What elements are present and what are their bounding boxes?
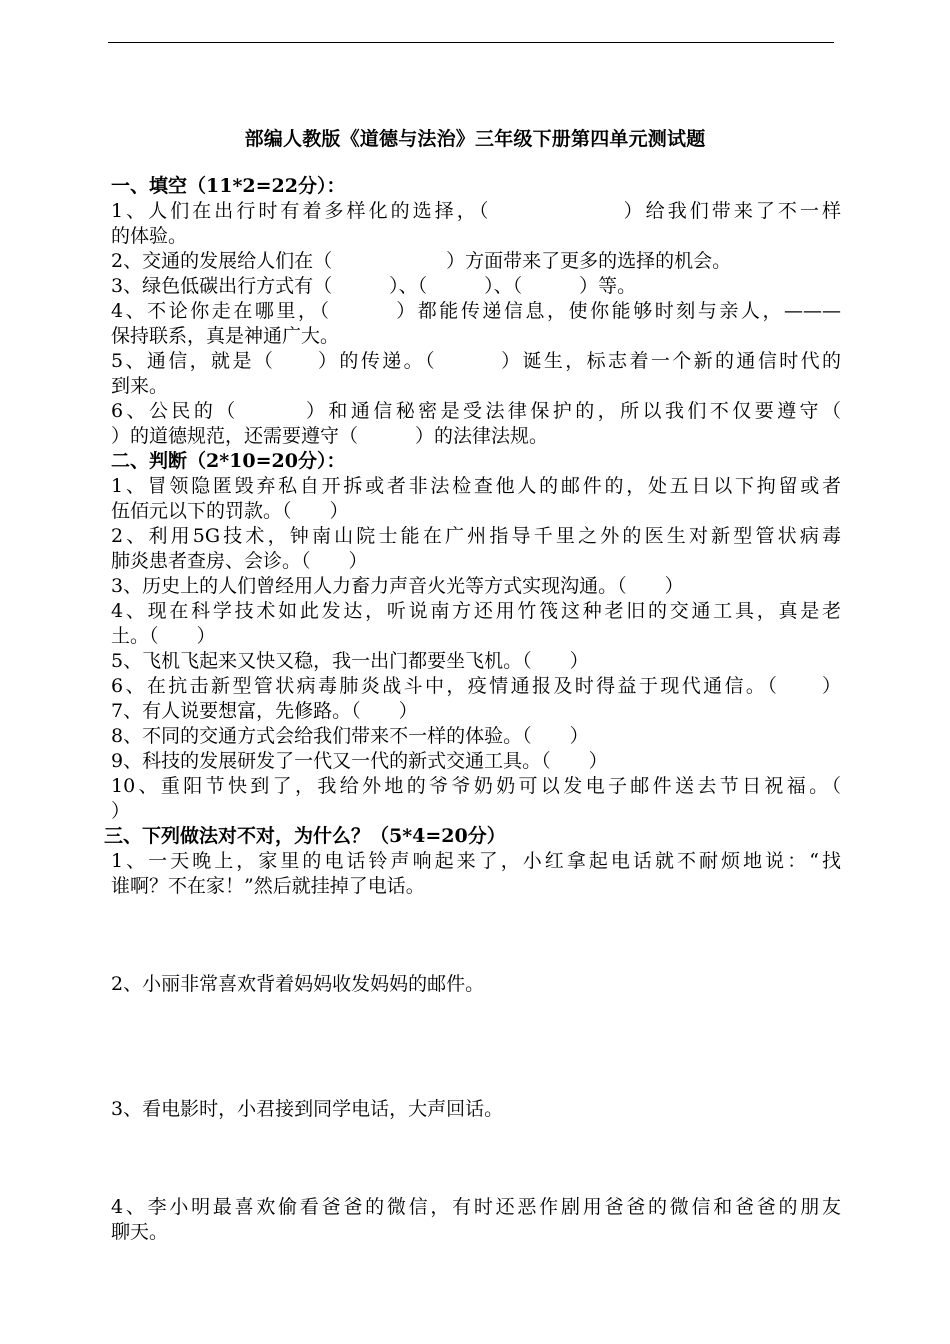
text-line: 8、不同的交通方式会给我们带来不一样的体验。（ ） (111, 725, 589, 747)
text-line: 土。（ ） (111, 625, 216, 647)
text-line: 的体验。 (111, 225, 188, 247)
section-heading: 一、填空（11*2=22分）： (111, 175, 346, 197)
text-line: 2、小丽非常喜欢背着妈妈收发妈妈的邮件。 (111, 973, 485, 995)
text-line: 3、绿色低碳出行方式有（ ）、（ ）、（ ）等。 (111, 275, 637, 297)
header-rule (108, 42, 834, 43)
text-line: 肺炎患者查房、会诊。（ ） (111, 550, 368, 572)
text-line: 到来。 (111, 375, 169, 397)
text-line: 2、交通的发展给人们在（ ）方面带来了更多的选择的机会。 (111, 250, 732, 272)
text-line: 5、飞机飞起来又快又稳，我一出门都要坐飞机。（ ） (111, 650, 589, 672)
document-title: 部编人教版《道德与法治》三年级下册第四单元测试题 (244, 128, 706, 150)
text-line: 4、李小明最喜欢偷看爸爸的微信，有时还恶作剧用爸爸的微信和爸爸的朋友 (111, 1196, 841, 1218)
text-line: 4、现在科学技术如此发达，听说南方还用竹筏这种老旧的交通工具，真是老 (111, 600, 841, 622)
text-line: 1、人们在出行时有着多样化的选择，（ ）给我们带来了不一样 (111, 200, 841, 222)
text-line: 10、重阳节快到了，我给外地的爷爷奶奶可以发电子邮件送去节日祝福。（ (111, 775, 841, 797)
text-line: 9、科技的发展研发了一代又一代的新式交通工具。（ ） (111, 750, 608, 772)
text-line: 4、不论你走在哪里，（ ）都能传递信息，使你能够时刻与亲人，——— (111, 300, 841, 322)
text-line: 6、公民的（ ）和通信秘密是受法律保护的，所以我们不仅要遵守（ (111, 400, 841, 422)
text-line: 5、通信，就是（ ）的传递。（ ）诞生，标志着一个新的通信时代的 (111, 350, 841, 372)
section-heading: 二、判断（2*10=20分）： (111, 450, 346, 472)
text-line: ）的道德规范，还需要遵守（ ）的法律法规。 (111, 425, 549, 447)
text-line: 聊天。 (111, 1221, 169, 1243)
text-line: 7、有人说要想富，先修路。（ ） (111, 700, 418, 722)
text-line: 1、冒领隐匿毁弃私自开拆或者非法检查他人的邮件的，处五日以下拘留或者 (111, 475, 841, 497)
text-line: 3、看电影时，小君接到同学电话，大声回话。 (111, 1098, 504, 1120)
text-line: ） (111, 800, 131, 822)
text-line: 保持联系，真是神通广大。 (111, 325, 340, 347)
text-line: 伍佰元以下的罚款。（ ） (111, 500, 349, 522)
text-line: 2、利用5G技术，钟南山院士能在广州指导千里之外的医生对新型管状病毒 (111, 525, 841, 547)
section-heading: 三、下列做法对不对，为什么？（5*4=20分） (104, 825, 506, 847)
text-line: 谁啊？不在家！”然后就挂掉了电话。 (111, 875, 425, 897)
text-line: 6、在抗击新型管状病毒肺炎战斗中，疫情通报及时得益于现代通信。（ ） (111, 675, 841, 697)
text-line: 3、历史上的人们曾经用人力畜力声音火光等方式实现沟通。（ ） (111, 575, 684, 597)
text-line: 1、一天晚上，家里的电话铃声响起来了，小红拿起电话就不耐烦地说：“找 (111, 850, 841, 872)
